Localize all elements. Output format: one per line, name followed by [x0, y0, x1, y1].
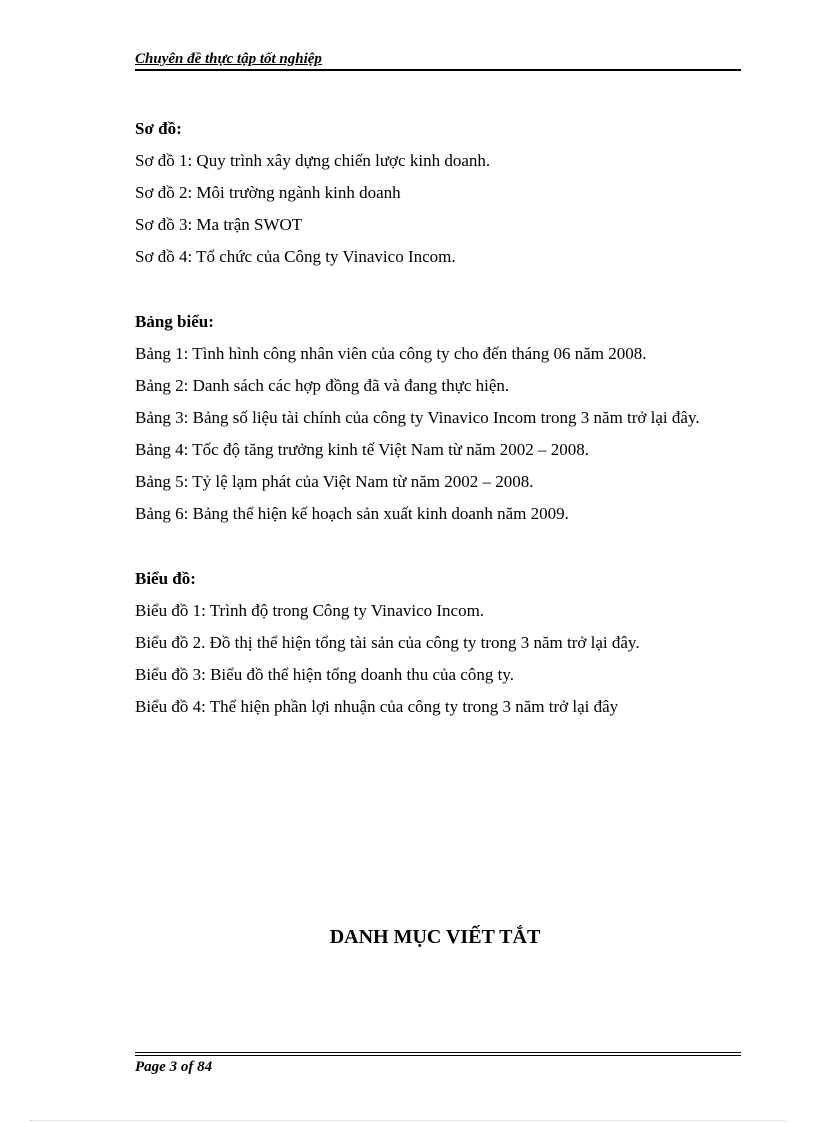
- list-item: Bảng 6: Bảng thể hiện kế hoạch sản xuất kinh doanh năm 2009.: [135, 504, 569, 523]
- page-number: Page 3 of 84: [135, 1059, 213, 1075]
- section-spacer: [135, 273, 720, 306]
- list-item: Biểu đồ 2. Đồ thị thể hiện tổng tài sản của công ty trong 3 năm trở lại đây.: [135, 633, 640, 652]
- section-heading-bang-bieu: Bảng biểu:: [135, 312, 214, 331]
- section-so-do: [135, 113, 720, 273]
- list-item: Sơ đồ 3: Ma trận SWOT: [135, 215, 303, 234]
- list-item: Biểu đồ 4: Thể hiện phần lợi nhuận của công ty trong 3 năm trở lại đây: [135, 697, 619, 716]
- list-item: Sơ đồ 2: Môi trường ngành kinh doanh: [135, 183, 401, 202]
- footer-divider: [135, 1052, 741, 1056]
- list-item: Bảng 3: Bảng số liệu tài chính của công ty Vinavico Incom trong 3 năm trở lại đây.: [135, 408, 700, 427]
- list-item: Sơ đồ 4: Tổ chức của Công ty Vinavico Incom.: [135, 247, 456, 266]
- page-header: [135, 49, 741, 71]
- list-item: Biểu đồ 3: Biểu đồ thể hiện tổng doanh thu của công ty.: [135, 665, 514, 684]
- abbreviations-heading: DANH MỤC VIẾT TẮT: [329, 926, 541, 948]
- list-item: Bảng 2: Danh sách các hợp đồng đã và đang thực hiện.: [135, 376, 510, 395]
- list-item: Bảng 1: Tình hình công nhân viên của công ty cho đến tháng 06 năm 2008.: [135, 344, 647, 363]
- section-bieu-do: [135, 563, 720, 723]
- list-item: Biểu đồ 1: Trình độ trong Công ty Vinavico Incom.: [135, 601, 485, 620]
- header-title: Chuyên đề thực tập tốt nghiệp: [135, 51, 322, 67]
- list-item: Bảng 5: Tỷ lệ lạm phát của Việt Nam từ năm 2002 – 2008.: [135, 472, 534, 491]
- list-item: Sơ đồ 1: Quy trình xây dựng chiến lược kinh doanh.: [135, 151, 491, 170]
- section-heading-so-do: Sơ đồ:: [135, 119, 182, 138]
- list-of-figures: [135, 113, 720, 723]
- list-item: Bảng 4: Tốc độ tăng trưởng kinh tế Việt Nam từ năm 2002 – 2008.: [135, 440, 590, 459]
- section-spacer: [135, 530, 720, 563]
- section-bang-bieu: [135, 306, 720, 530]
- page-edge-divider: [30, 1120, 786, 1121]
- section-heading-bieu-do: Biểu đồ:: [135, 569, 196, 588]
